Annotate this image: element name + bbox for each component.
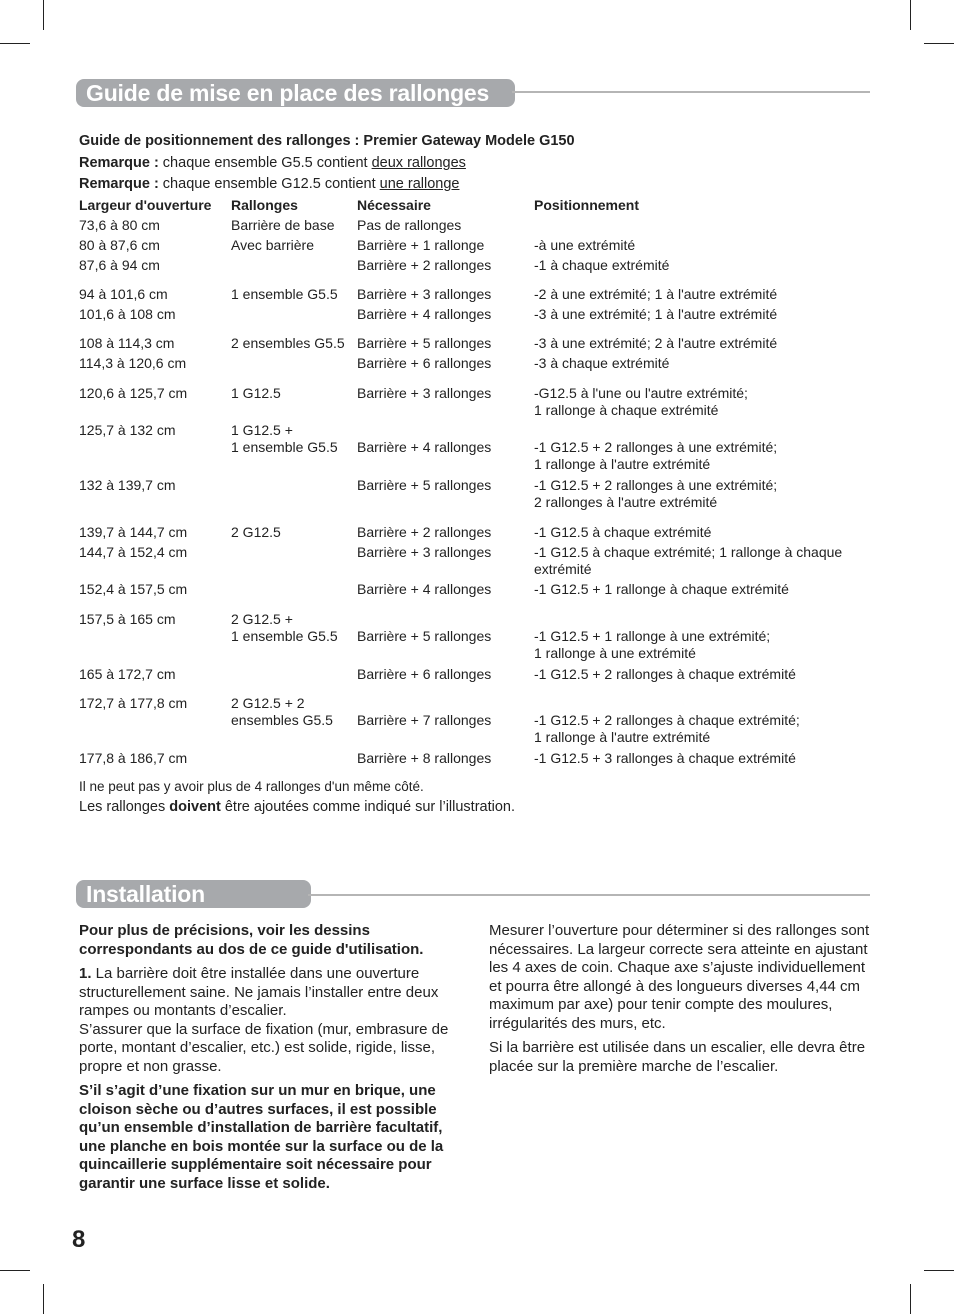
install-stairs: Si la barrière est utilisée dans un escalier, elle devra être placée sur la première marche de l’escalier.	[489, 1039, 866, 1075]
step-text: La barrière doit être installée dans une ouverture structurellement saine. Ne jamais l’installer entre deux rampes ou montants d’escalier.	[79, 965, 439, 1019]
table-cell: Barrière + 4 rallonges	[357, 439, 492, 455]
step-number: 1.	[79, 965, 92, 982]
table-cell: 80 à 87,6 cm	[79, 237, 160, 253]
max-note: Il ne peut pas y avoir plus de 4 rallonges d'un même côté.	[79, 779, 424, 794]
crop-mark	[910, 0, 911, 30]
must-note-pre: Les rallonges	[79, 799, 170, 815]
remark-text: chaque ensemble G12.5 contient	[158, 176, 380, 192]
install-step-1-cont: S’assurer que la surface de fixation (mur, embrasure de porte, montant d’escalier, etc.) est solide, rigide, lisse, propre et non grasse.	[79, 1020, 449, 1075]
table-cell: 1 G12.5	[231, 385, 281, 401]
table-cell: 94 à 101,6 cm	[79, 286, 168, 302]
table-cell: 144,7 à 152,4 cm	[79, 544, 188, 560]
table-cell: -1 G12.5 + 1 rallonge à chaque extrémité	[534, 581, 789, 597]
table-cell: -1 G12.5 à chaque extrémité; 1 rallonge à chaque extrémité	[534, 544, 843, 577]
crop-mark	[924, 1270, 954, 1271]
table-row	[79, 750, 879, 770]
install-measure: Mesurer l’ouverture pour déterminer si des rallonges sont nécessaires. La largeur correcte sera atteinte en ajustant les 4 axes de coin. Chaque axe s’ajuste individuellement et pourra être allongé à des longueurs diverses 4,44 cm maximum par axe) pour tenir compte des moulures, irrégularités des murs, etc.	[489, 922, 870, 1032]
remark-2	[79, 176, 459, 193]
table-cell: 120,6 à 125,7 cm	[79, 385, 188, 401]
table-row	[79, 306, 879, 335]
table-cell: -1 à chaque extrémité	[534, 257, 670, 273]
table-cell: -1 G12.5 + 2 rallonges à chaque extrémité	[534, 666, 796, 682]
must-note-bold: doivent	[169, 799, 221, 815]
table-row	[79, 666, 879, 695]
section-header-rallonges	[76, 79, 870, 109]
must-note-post: être ajoutées comme indiqué sur l’illustration.	[220, 799, 516, 815]
table-row	[79, 355, 879, 385]
table-cell: Avec barrière	[231, 237, 315, 253]
table-row	[79, 524, 879, 544]
table-row	[79, 695, 879, 750]
table-cell: Barrière + 8 rallonges	[357, 750, 492, 766]
table-cell: 2 G12.5 + 1 ensemble G5.5	[231, 611, 338, 644]
table-cell: Barrière + 2 rallonges	[357, 257, 492, 273]
rallonges-table	[79, 197, 879, 770]
table-cell: 157,5 à 165 cm	[79, 611, 176, 627]
table-cell: -à une extrémité	[534, 237, 636, 253]
table-row	[79, 286, 879, 306]
table-cell: -1 G12.5 + 2 rallonges à une extrémité; 1 rallonge à l'autre extrémité	[534, 439, 778, 472]
install-intro: Pour plus de précisions, voir les dessins correspondants au dos de ce guide d'utilisation.	[79, 922, 424, 958]
table-cell: 73,6 à 80 cm	[79, 217, 160, 233]
table-cell: 165 à 172,7 cm	[79, 666, 176, 682]
table-cell: -2 à une extrémité; 1 à l'autre extrémité	[534, 286, 778, 302]
install-step-1	[79, 965, 469, 1021]
crop-mark	[0, 1270, 30, 1271]
header-cell: Largeur d'ouverture	[79, 197, 212, 213]
table-row	[79, 217, 879, 237]
table-cell: Barrière + 5 rallonges	[357, 335, 492, 351]
table-cell: Barrière + 2 rallonges	[357, 524, 492, 540]
table-cell: -G12.5 à l'une ou l'autre extrémité; 1 rallonge à chaque extrémité	[534, 385, 748, 418]
header-cell: Positionnement	[534, 197, 640, 213]
table-row	[79, 544, 879, 581]
section-title: Guide de mise en place des rallonges	[76, 79, 515, 107]
table-cell: 101,6 à 108 cm	[79, 306, 176, 322]
table-cell: Barrière + 6 rallonges	[357, 666, 492, 682]
table-cell: 139,7 à 144,7 cm	[79, 524, 188, 540]
table-cell: 125,7 à 132 cm	[79, 422, 176, 438]
table-cell: -1 G12.5 + 2 rallonges à une extrémité; 2 rallonges à l'autre extrémité	[534, 477, 778, 510]
crop-mark	[43, 0, 44, 30]
remark-label: Remarque :	[79, 155, 159, 171]
table-row	[79, 477, 879, 524]
remark-label: Remarque :	[79, 176, 159, 192]
table-cell: -3 à une extrémité; 1 à l'autre extrémité	[534, 306, 778, 322]
section-header-installation	[76, 880, 870, 910]
remark-underlined: une rallonge	[379, 176, 460, 192]
table-cell: -3 à chaque extrémité	[534, 355, 670, 371]
table-cell: 1 ensemble G5.5	[231, 286, 338, 302]
table-cell: 2 ensembles G5.5	[231, 335, 345, 351]
table-cell: Barrière + 5 rallonges	[357, 628, 492, 644]
table-cell: 2 G12.5	[231, 524, 281, 540]
remark-text: chaque ensemble G5.5 contient	[158, 155, 372, 171]
install-warning: S’il s’agit d’une fixation sur un mur en brique, une cloison sèche ou d’autres surfaces, il est possible qu’un ensemble d’installation de barrière facultatif, une planche en bois montée sur la surface ou de la quincaillerie supplémentaire soit nécessaire pour garantir une surface lisse et solide.	[79, 1082, 444, 1192]
table-row	[79, 611, 879, 666]
section-title: Installation	[76, 880, 311, 908]
table-cell: 87,6 à 94 cm	[79, 257, 160, 273]
table-cell: 172,7 à 177,8 cm	[79, 695, 188, 711]
table-cell: 2 G12.5 + 2 ensembles G5.5	[231, 695, 333, 728]
table-cell: 177,8 à 186,7 cm	[79, 750, 188, 766]
header-cell: Rallonges	[231, 197, 298, 213]
table-cell: 1 G12.5 + 1 ensemble G5.5	[231, 422, 338, 455]
install-right-column	[489, 922, 875, 1082]
table-cell: 114,3 à 120,6 cm	[79, 355, 187, 371]
section-rule	[308, 894, 870, 896]
section-rule	[512, 91, 870, 93]
table-body	[79, 217, 879, 770]
table-cell: -1 G12.5 + 1 rallonge à une extrémité; 1 rallonge à une extrémité	[534, 628, 771, 661]
page-number: 8	[72, 1226, 86, 1253]
table-cell: -1 G12.5 + 2 rallonges à chaque extrémité; 1 rallonge à l'autre extrémité	[534, 712, 800, 745]
table-cell: Barrière + 6 rallonges	[357, 355, 492, 371]
table-cell: Barrière + 3 rallonges	[357, 544, 492, 560]
crop-mark	[924, 43, 954, 44]
table-cell: Barrière + 3 rallonges	[357, 286, 492, 302]
table-cell: 108 à 114,3 cm	[79, 335, 175, 351]
table-row	[79, 385, 879, 422]
table-cell: Barrière de base	[231, 217, 335, 233]
crop-mark	[910, 1284, 911, 1314]
table-cell: Barrière + 4 rallonges	[357, 306, 492, 322]
table-cell: Barrière + 5 rallonges	[357, 477, 492, 493]
table-cell: Barrière + 1 rallonge	[357, 237, 485, 253]
table-cell: -3 à une extrémité; 2 à l'autre extrémité	[534, 335, 778, 351]
table-cell: Barrière + 3 rallonges	[357, 385, 492, 401]
remark-1	[79, 155, 466, 172]
crop-mark	[43, 1284, 44, 1314]
header-cell: Nécessaire	[357, 197, 431, 213]
table-cell: Barrière + 4 rallonges	[357, 581, 492, 597]
table-row	[79, 257, 879, 286]
table-cell: 132 à 139,7 cm	[79, 477, 176, 493]
table-row	[79, 422, 879, 477]
table-cell: -1 G12.5 + 3 rallonges à chaque extrémité	[534, 750, 796, 766]
guide-heading: Guide de positionnement des rallonges : Premier Gateway Modele G150	[79, 133, 575, 149]
table-row	[79, 335, 879, 355]
table-cell: -1 G12.5 à chaque extrémité	[534, 524, 712, 540]
table-cell: 152,4 à 157,5 cm	[79, 581, 188, 597]
crop-mark	[0, 43, 30, 44]
remark-underlined: deux rallonges	[371, 155, 466, 171]
table-cell: Pas de rallonges	[357, 217, 462, 233]
table-header-row	[79, 197, 879, 217]
table-row	[79, 581, 879, 611]
install-left-column	[79, 922, 469, 1199]
table-row	[79, 237, 879, 257]
must-note	[79, 799, 515, 816]
table-cell: Barrière + 7 rallonges	[357, 712, 492, 728]
